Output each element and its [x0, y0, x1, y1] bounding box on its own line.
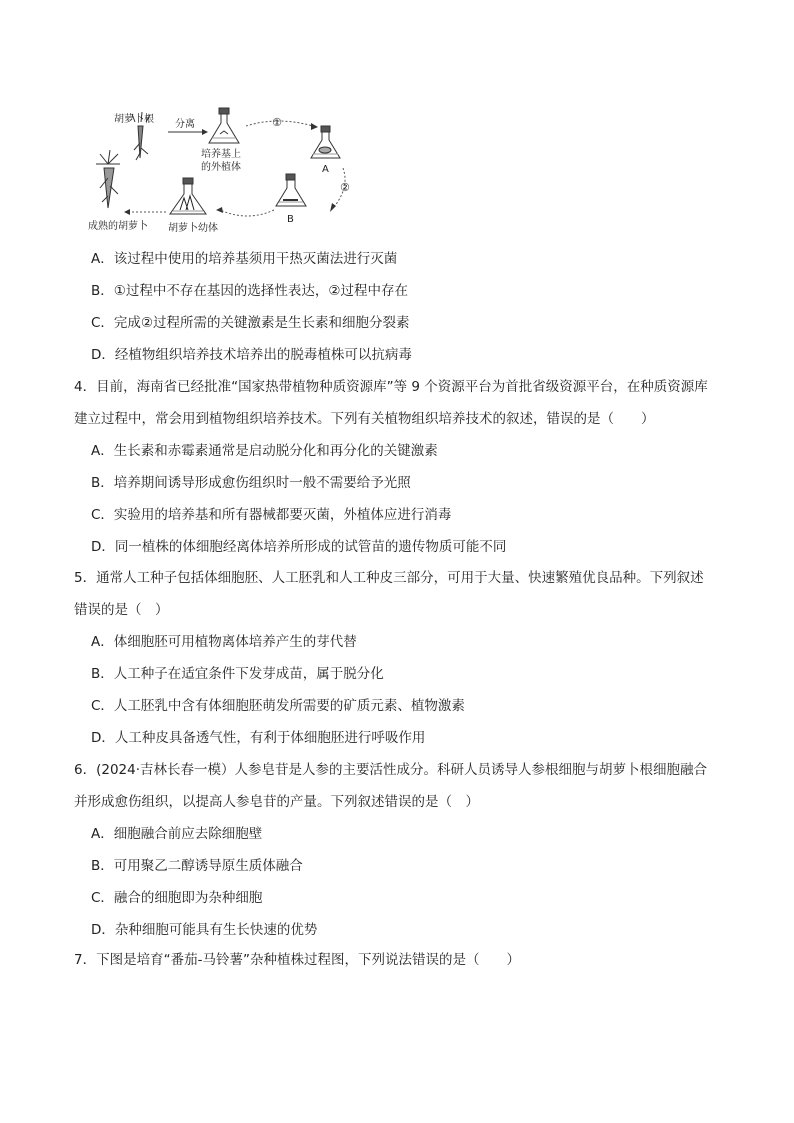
q4-stem-line1: 4．目前，海南省已经批准“国家热带植物种质资源库”等 9 个资源平台为首批省级资源平台，在种质资源库: [74, 379, 708, 395]
q5-option-c: C．人工胚乳中含有体细胞胚萌发所需要的矿质元素、植物激素: [91, 698, 465, 714]
q4-option-a: A．生长素和赤霉素通常是启动脱分化和再分化的关键激素: [91, 443, 438, 459]
flask-explant-icon: [209, 108, 239, 143]
q6-option-b: B．可用聚乙二醇诱导原生质体融合: [91, 858, 303, 874]
carrot-root-label: 胡萝卜根: [114, 114, 154, 125]
flask-seedling-icon: [170, 178, 206, 214]
q3-option-c: C．完成②过程所需的关键激素是生长素和细胞分裂素: [91, 315, 410, 331]
q4-stem-line2: 建立过程中，常会用到植物组织培养技术。下列有关植物组织培养技术的叙述，错误的是（ ）: [74, 411, 655, 427]
q3-option-b: B．①过程中不存在基因的选择性表达，②过程中存在: [91, 283, 408, 299]
step-1-label: ①: [272, 116, 282, 129]
q3-option-d: D．经植物组织培养技术培养出的脱毒植株可以抗病毒: [91, 347, 412, 363]
seedling-label: 胡萝卜幼体: [168, 223, 218, 234]
explant-label-1: 培养基上: [201, 149, 241, 160]
mature-carrot-label: 成熟的胡萝卜: [88, 221, 148, 232]
q7-stem-line1: 7．下图是培育“番茄-马铃薯”杂种植株过程图，下列说法错误的是（ ）: [74, 952, 520, 968]
q6-option-d: D．杂种细胞可能具有生长快速的优势: [91, 922, 318, 938]
q5-option-a: A．体细胞胚可用植物离体培养产生的芽代替: [91, 634, 357, 650]
separate-label: 分离: [175, 119, 195, 130]
flask-a-label: A: [322, 164, 329, 175]
flask-a-icon: [311, 126, 340, 158]
flask-b-icon: [276, 174, 306, 206]
q6-option-c: C．融合的细胞即为杂种细胞: [91, 890, 263, 906]
q4-option-d: D．同一植株的体细胞经离体培养所形成的试管苗的遗传物质可能不同: [91, 539, 507, 555]
q4-option-b: B．培养期间诱导形成愈伤组织时一般不需要给予光照: [91, 475, 411, 491]
q5-option-d: D．人工种皮具备透气性，有利于体细胞胚进行呼吸作用: [91, 730, 426, 746]
explant-label-2: 的外植体: [201, 162, 241, 173]
q6-option-a: A．细胞融合前应去除细胞壁: [91, 826, 263, 842]
mature-carrot-icon: [96, 150, 120, 208]
q4-option-c: C．实验用的培养基和所有器械都要灭菌，外植体应进行消毒: [91, 507, 452, 523]
q6-stem-line1: 6．(2024·吉林长春一模）人参皂苷是人参的主要活性成分。科研人员诱导人参根细胞与胡萝卜根细胞融合: [74, 762, 708, 778]
q5-stem-line1: 5．通常人工种子包括体细胞胚、人工胚乳和人工种皮三部分，可用于大量、快速繁殖优良品种。下列叙述: [74, 570, 704, 586]
q5-stem-line2: 错误的是（ ）: [74, 602, 169, 618]
carrot-tissue-culture-diagram: [88, 98, 368, 236]
q5-option-b: B．人工种子在适宜条件下发芽成苗，属于脱分化: [91, 666, 384, 682]
flask-b-label: B: [287, 214, 294, 225]
q6-stem-line2: 并形成愈伤组织，以提高人参皂苷的产量。下列叙述错误的是（ ）: [74, 794, 479, 810]
step-2-label: ②: [340, 181, 350, 194]
q3-option-a: A．该过程中使用的培养基须用干热灭菌法进行灭菌: [91, 251, 398, 267]
